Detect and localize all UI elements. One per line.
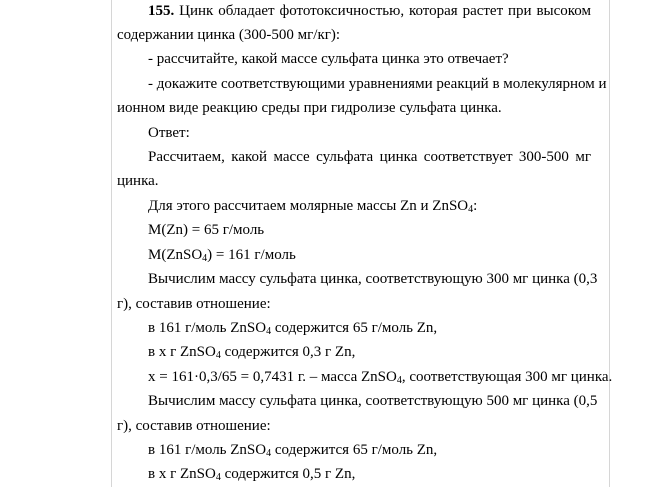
molar-mass-znso4: M(ZnSO$_4$) = 161 г/моль	[148, 247, 296, 264]
answer-intro-line-1: Рассчитаем, какой массе сульфата цинка соответствует 300-500 мг	[148, 149, 591, 165]
calc-300-line-2: г), составив отношение:	[117, 296, 271, 312]
problem-statement-line-2: содержании цинка (300-500 мг/кг):	[117, 27, 341, 43]
task-2-line-1: - докажите соответствующими уравнениями реакций в молекулярном и	[148, 76, 607, 92]
ratio-500-line-1: в 161 г/моль ZnSO$_4$ содержится 65 г/моль Zn,	[148, 442, 438, 459]
page-edge-right	[609, 0, 610, 487]
calc-500-line-1: Вычислим массу сульфата цинка, соответствующую 500 мг цинка (0,5	[148, 393, 598, 409]
ratio-500-line-2: в х г ZnSO$_4$ содержится 0,5 г Zn,	[148, 466, 356, 483]
molar-masses-intro: Для этого рассчитаем молярные массы Zn и ZnSO$_4$:	[148, 198, 478, 215]
task-1: - рассчитайте, какой массе сульфата цинка это отвечает?	[148, 51, 509, 67]
calc-500-line-2: г), составив отношение:	[117, 418, 271, 434]
page-edge-left	[111, 0, 112, 487]
answer-label: Ответ:	[148, 125, 190, 141]
ratio-300-line-2: в х г ZnSO$_4$ содержится 0,3 г Zn,	[148, 344, 356, 361]
calc-300-line-1: Вычислим массу сульфата цинка, соответствующую 300 мг цинка (0,3	[148, 271, 598, 287]
result-300: х = 161·0,3/65 = 0,7431 г. – масса ZnSO$_4$, соответствующая 300 мг цинка.	[148, 369, 613, 386]
ratio-300-line-1: в 161 г/моль ZnSO$_4$ содержится 65 г/моль Zn,	[148, 320, 438, 337]
answer-intro-line-2: цинка.	[117, 173, 159, 189]
problem-number: 155.	[148, 3, 175, 19]
problem-statement-line-1: 155. Цинк обладает фототоксичностью, которая растет при высоком	[148, 3, 592, 19]
task-2-line-2: ионном виде реакцию среды при гидролизе сульфата цинка.	[117, 100, 502, 116]
molar-mass-zn: M(Zn) = 65 г/моль	[148, 222, 265, 238]
